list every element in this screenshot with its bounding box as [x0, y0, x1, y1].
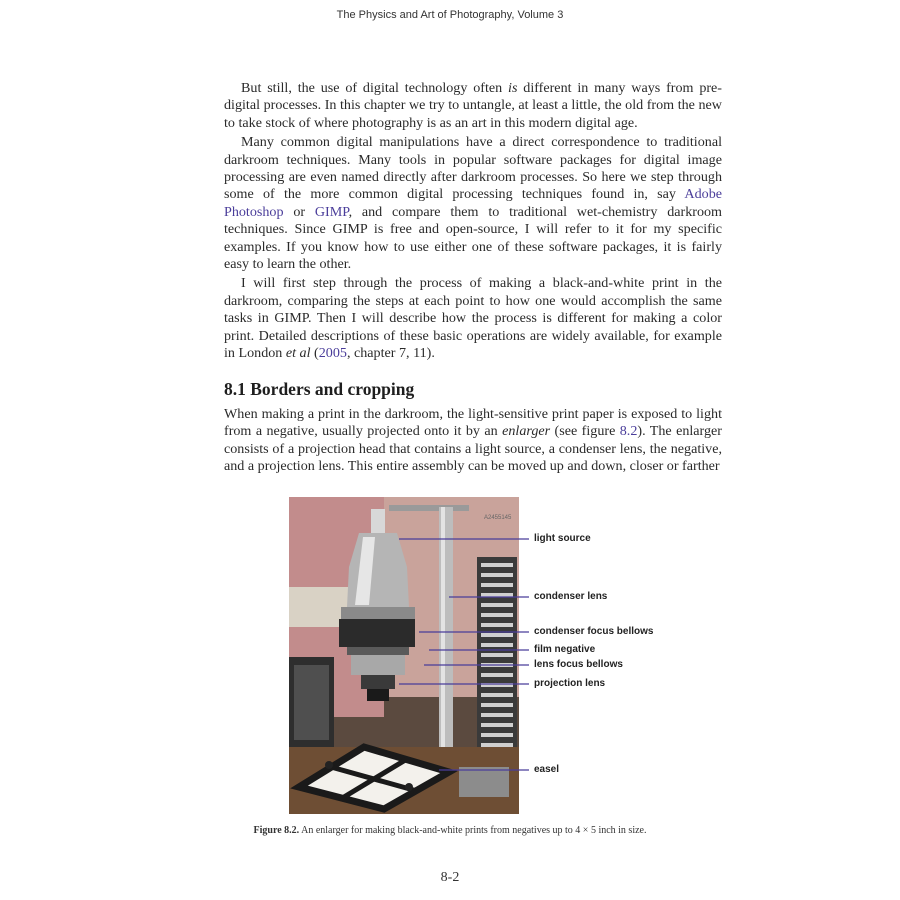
link-figure-8-2[interactable]: 8.2: [619, 423, 638, 440]
link-gimp[interactable]: GIMP: [314, 203, 349, 220]
paragraph-1: But still, the use of digital technology often is different in many ways from pre-digital processes. In this chapter we try to untangle, at least a little, the old from the new to take stock of where photography is as an art in this modern digital age.: [224, 80, 723, 131]
figure-8-2: [289, 497, 709, 817]
page-number: 8-2: [440, 870, 460, 885]
label-easel: easel: [534, 764, 560, 775]
label-film-negative: film negative: [534, 644, 596, 655]
caption-label: Figure 8.2.: [253, 825, 300, 836]
paragraph-2: Many common digital manipulations have a direct correspondence to traditional darkroom techniques. Many tools in popular software packages for digital image processing are even named directly after darkroom processes. So here we step through some of the more common digital processing techniques found in, say Adobe Photoshop or GIMP, and compare them to traditional wet-chemistry darkroom techniques. Since GIMP is free and open-source, I will refer to it for my specific examples. If you know how to use either one of these software packages, it is fairly easy to learn the other.: [224, 134, 723, 273]
emphasis-et-al: et al: [285, 345, 311, 362]
callout-lines: [289, 497, 709, 817]
link-adobe-photoshop[interactable]: Adobe Photoshop: [224, 186, 722, 220]
label-condenser-focus-bellows: condenser focus bellows: [534, 626, 654, 637]
emphasis-enlarger: enlarger: [502, 423, 551, 440]
emphasis-is: is: [508, 80, 518, 96]
running-head: The Physics and Art of Photography, Volume 3: [336, 9, 564, 21]
section-heading: 8.1 Borders and cropping: [224, 378, 415, 399]
label-projection-lens: projection lens: [534, 678, 606, 689]
label-condenser-lens: condenser lens: [534, 591, 608, 602]
caption-text: An enlarger for making black-and-white prints from negatives up to 4 × 5 inch in size.: [299, 825, 647, 836]
svg-text:A2455145: A2455145: [484, 515, 512, 521]
paragraph-4: When making a print in the darkroom, the light-sensitive print paper is exposed to light from a negative, usually projected onto it by an enlarger (see figure 8.2). The enlarger consists of a projection head that contains a light source, a condenser lens, the negative, and a projection lens. This entire assembly can be moved up and down, closer or farther: [224, 405, 722, 475]
label-light-source: light source: [534, 533, 591, 544]
link-citation-2005[interactable]: 2005: [318, 345, 347, 362]
figure-caption: [0, 825, 900, 836]
paragraph-3: I will first step through the process of making a black-and-white print in the darkroom, comparing the steps at each point to how one would accomplish the same tasks in GIMP. Then I will describe how the process is different for making a color print. Detailed descriptions of these basic operations are widely available, for example in London et al (2005, chapter 7, 11).: [224, 275, 722, 362]
body-text: [224, 80, 722, 478]
label-lens-focus-bellows: lens focus bellows: [534, 659, 623, 670]
